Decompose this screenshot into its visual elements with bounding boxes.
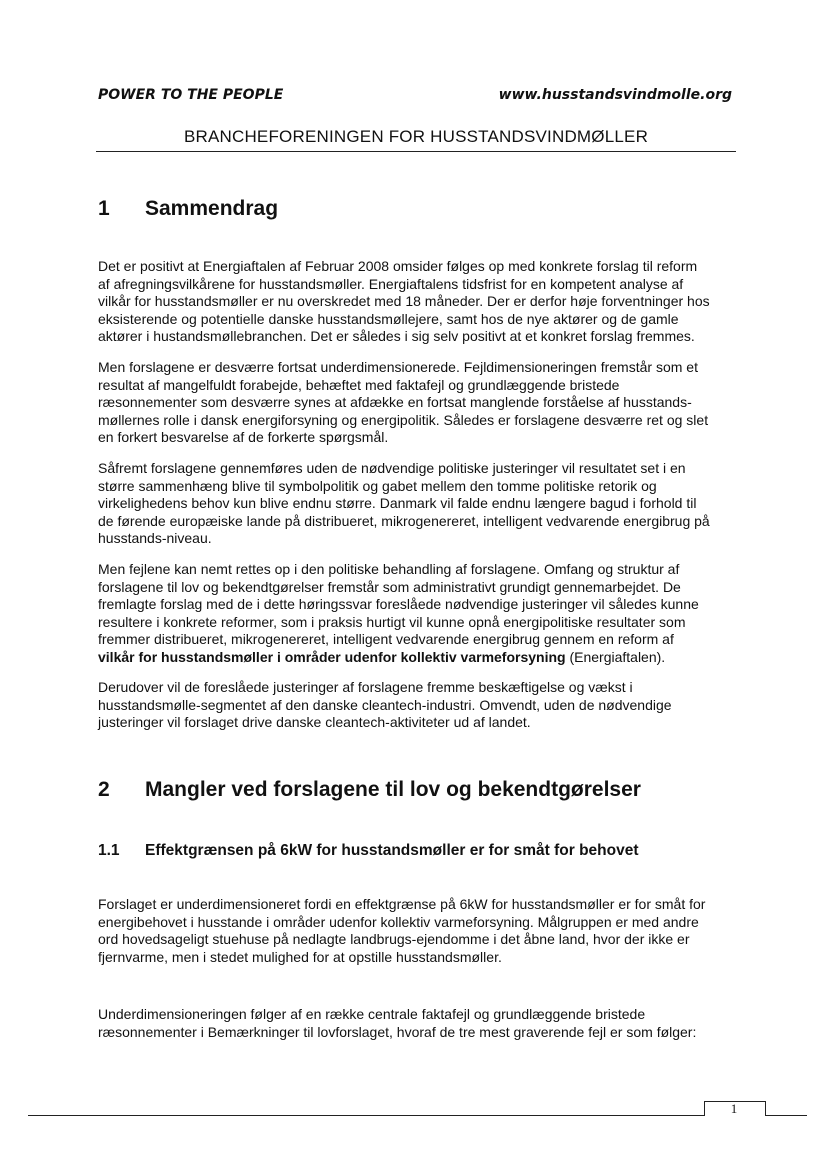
header-website: www.husstandsvindmolle.org [498, 87, 732, 103]
summary-paragraph-5: Derudover vil de foreslåede justeringer af forslagene fremme beskæftigelse og vækst i husstandsmølle-segmentet af den danske cleantech-industri. Omvendt, uden de nødvendige justeringer vil forslaget drive danske cleantech-aktiviteter ud af landet. [98, 679, 672, 730]
footer-divider [28, 1115, 705, 1116]
effect-limit-paragraph-2: Underdimensioneringen følger af en række centrale faktafejl og grundlæggende bristede ræsonnementer i Bemærkninger til lovforslaget, hvoraf de tre mest graverende fejl er som følger: [98, 1006, 697, 1040]
footer-divider-right [765, 1115, 807, 1116]
page-header [98, 87, 732, 103]
summary-paragraph-4 [98, 561, 734, 666]
subsection-1-1-heading [98, 842, 639, 860]
subsection-1-1-title: Effektgrænsen på 6kW for husstandsmøller er for småt for behovet [145, 842, 639, 859]
summary-paragraph-4-text: Men fejlene kan nemt rettes op i den politiske behandling af forslagene. Omfang og struktur af forslagene til lov og bekendtgørelser fremstår som administrativt grundigt gennemarbejdet. De fremlagte forslag med de i dette høringssvar foreslåede nødvendige justeringer vil således kunne resultere i konkrete reformer, som i praksis hurtigt vil kunne opnå energipolitiske resultater som fremmer distribueret, mikrogenereret, intelligent vedvarende energibrug gennem en reform af [98, 561, 699, 647]
section-1-heading [98, 197, 278, 221]
summary-paragraph-4-bold: vilkår for husstandsmøller i områder udenfor kollektiv varmeforsyning [98, 648, 566, 665]
summary-paragraph-2: Men forslagene er desværre fortsat underdimensionerede. Fejldimensioneringen fremstår som et resultat af mangelfuldt forabejde, behæftet med faktafejl og grundlæggende bristede ræsonnementer som desværre synes at afdække en fortsat manglende forståelse af husstands- møllernes rolle i dansk energiforsyning og energipolitik. Således er forslagene desværre ret og slet en forkert besvarelse af de forkerte spørgsmål. [98, 359, 709, 445]
section-1-number: 1 [98, 197, 110, 220]
section-1-title: Sammendrag [145, 197, 279, 220]
page-number: 1 [730, 1101, 738, 1116]
header-slogan: POWER TO THE PEOPLE [98, 87, 284, 103]
section-2-heading [98, 778, 641, 802]
subsection-1-1-number: 1.1 [98, 842, 120, 859]
section-2-title: Mangler ved forslagene til lov og bekendtgørelser [145, 778, 641, 801]
summary-paragraph-1: Det er positivt at Energiaftalen af Februar 2008 omsider følges op med konkrete forslag til reform af afregningsvilkårene for husstandsmøller. Energiaftalens tidsfrist for en kompetent analyse af vilkår for husstandsmøller er nu overskredet med 18 måneder. Der er derfor høje forventninger hos eksisterende og potentielle danske husstandsmøllejere, samt hos de nye aktører og de gamle aktører i hustandsmøllebranchen. Det er således i sig selv positivt at et konkret forslag fremmes. [98, 258, 710, 344]
organization-title: BRANCHEFORENINGEN FOR HUSSTANDSVINDMØLLER [183, 127, 649, 146]
summary-paragraph-3: Såfremt forslagene gennemføres uden de nødvendige politiske justeringer vil resultatet set i en større sammenhæng blive til symbolpolitik og gabet mellem den tomme politiske retorik og virkelighedens behov kun blive endnu større. Danmark vil falde endnu længere bagud i forhold til de førende europæiske lande på distribueret, mikrogenereret, intelligent vedvarende energibrug på husstands-niveau. [98, 460, 710, 546]
header-divider [96, 151, 736, 152]
summary-paragraph-4-tail: (Energiaftalen). [565, 648, 666, 665]
section-2-number: 2 [98, 778, 110, 801]
effect-limit-paragraph-1: Forslaget er underdimensioneret fordi en effektgrænse på 6kW for husstandsmøller er for småt for energibehovet i husstande i områder udenfor kollektiv varmeforsyning. Målgruppen er med andre ord hovedsageligt stuehuse på nedlagte landbrugs-ejendomme i det åbne land, hvor der ikke er fjernvarme, men i stedet mulighed for at opstille husstandsmøller. [98, 896, 706, 965]
